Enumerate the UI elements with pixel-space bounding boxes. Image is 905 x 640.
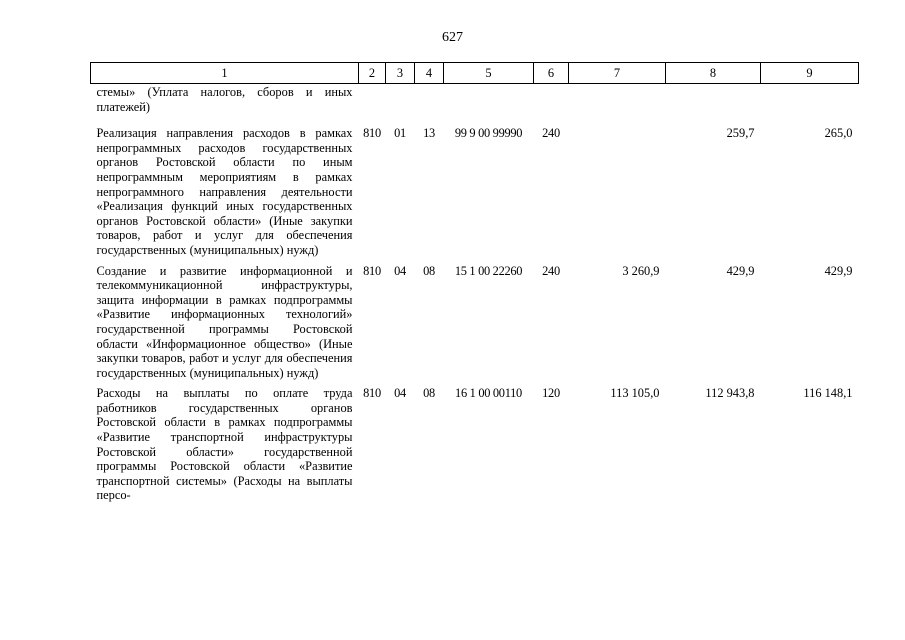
row-description: Создание и развитие информационной и телекоммуникационной инфраструктуры, защита информации в рамках подпрограммы «Развитие информационных технологий» государственной программы Ростовской области «Информационное общество» (Иные закупки товаров, работ и услуг для обеспечения государственных (муниципальных) нужд) bbox=[96, 263, 353, 380]
cell-ministry-code: 810 bbox=[363, 263, 381, 278]
budget-table bbox=[90, 62, 859, 509]
table-row bbox=[91, 386, 859, 509]
cell-section-code: 04 bbox=[394, 263, 406, 278]
column-header: 9 bbox=[761, 63, 859, 84]
cell-subsection-code bbox=[415, 84, 444, 127]
cell-subsection-code: 08 bbox=[423, 263, 435, 278]
cell-ministry-code bbox=[359, 84, 386, 127]
page-number: 627 bbox=[442, 30, 463, 45]
table-header-row bbox=[91, 63, 859, 84]
cell-ministry-code: 810 bbox=[363, 126, 381, 141]
column-header: 2 bbox=[359, 63, 386, 84]
row-description: Реализация направления расходов в рамках непрограммных расходов государственных органов Ростовской области по иным непрограммным мероприятиям в рамках непрограммного направления деятельности «Реализация функций иных государственных органов Ростовской области» (Иные закупки товаров, работ и услуг для обеспечения государственных (муниципальных) нужд) bbox=[96, 126, 353, 257]
cell-ministry-code: 810 bbox=[363, 386, 381, 401]
cell-target-article: 15 1 00 22260 bbox=[454, 263, 523, 278]
cell-amount-col9: 429,9 bbox=[824, 263, 853, 278]
row-description: стемы» (Уплата налогов, сборов и иных платежей) bbox=[96, 85, 353, 114]
table-row bbox=[91, 84, 859, 127]
table-row bbox=[91, 126, 859, 263]
column-header: 6 bbox=[534, 63, 569, 84]
cell-subsection-code: 08 bbox=[423, 386, 435, 401]
cell-target-article: 16 1 00 00110 bbox=[455, 386, 522, 401]
cell-section-code: 04 bbox=[394, 386, 406, 401]
cell-amount-col8 bbox=[666, 84, 761, 127]
cell-target-article bbox=[444, 84, 534, 127]
table-row bbox=[91, 264, 859, 387]
cell-amount-col9: 265,0 bbox=[824, 126, 853, 141]
cell-expense-type: 240 bbox=[542, 263, 560, 278]
cell-section-code bbox=[386, 84, 415, 127]
cell-amount-col8: 429,9 bbox=[726, 263, 755, 278]
cell-amount-col7 bbox=[569, 126, 666, 263]
cell-expense-type: 120 bbox=[542, 386, 560, 401]
row-description: Расходы на выплаты по оплате труда работников государственных органов Ростовской области в рамках подпрограммы «Развитие транспортной инфраструктуры Ростовской области» государственной программы Ростовской области «Развитие транспортной системы» (Расходы на выплаты персо- bbox=[96, 386, 353, 503]
cell-amount-col9 bbox=[761, 84, 859, 127]
cell-target-article: 99 9 00 99990 bbox=[454, 126, 523, 141]
cell-expense-type bbox=[534, 84, 569, 127]
cell-amount-col7 bbox=[569, 84, 666, 127]
cell-section-code: 01 bbox=[394, 126, 406, 141]
column-header: 5 bbox=[444, 63, 534, 84]
cell-amount-col8: 259,7 bbox=[726, 126, 755, 141]
column-header: 4 bbox=[415, 63, 444, 84]
column-header: 1 bbox=[91, 63, 359, 84]
cell-expense-type: 240 bbox=[542, 126, 560, 141]
column-header: 3 bbox=[386, 63, 415, 84]
cell-amount-col7: 3 260,9 bbox=[622, 263, 660, 278]
cell-subsection-code: 13 bbox=[423, 126, 435, 141]
column-header: 7 bbox=[569, 63, 666, 84]
column-header: 8 bbox=[666, 63, 761, 84]
cell-amount-col8: 112 943,8 bbox=[705, 386, 755, 401]
cell-amount-col7: 113 105,0 bbox=[610, 386, 660, 401]
cell-amount-col9: 116 148,1 bbox=[803, 386, 853, 401]
